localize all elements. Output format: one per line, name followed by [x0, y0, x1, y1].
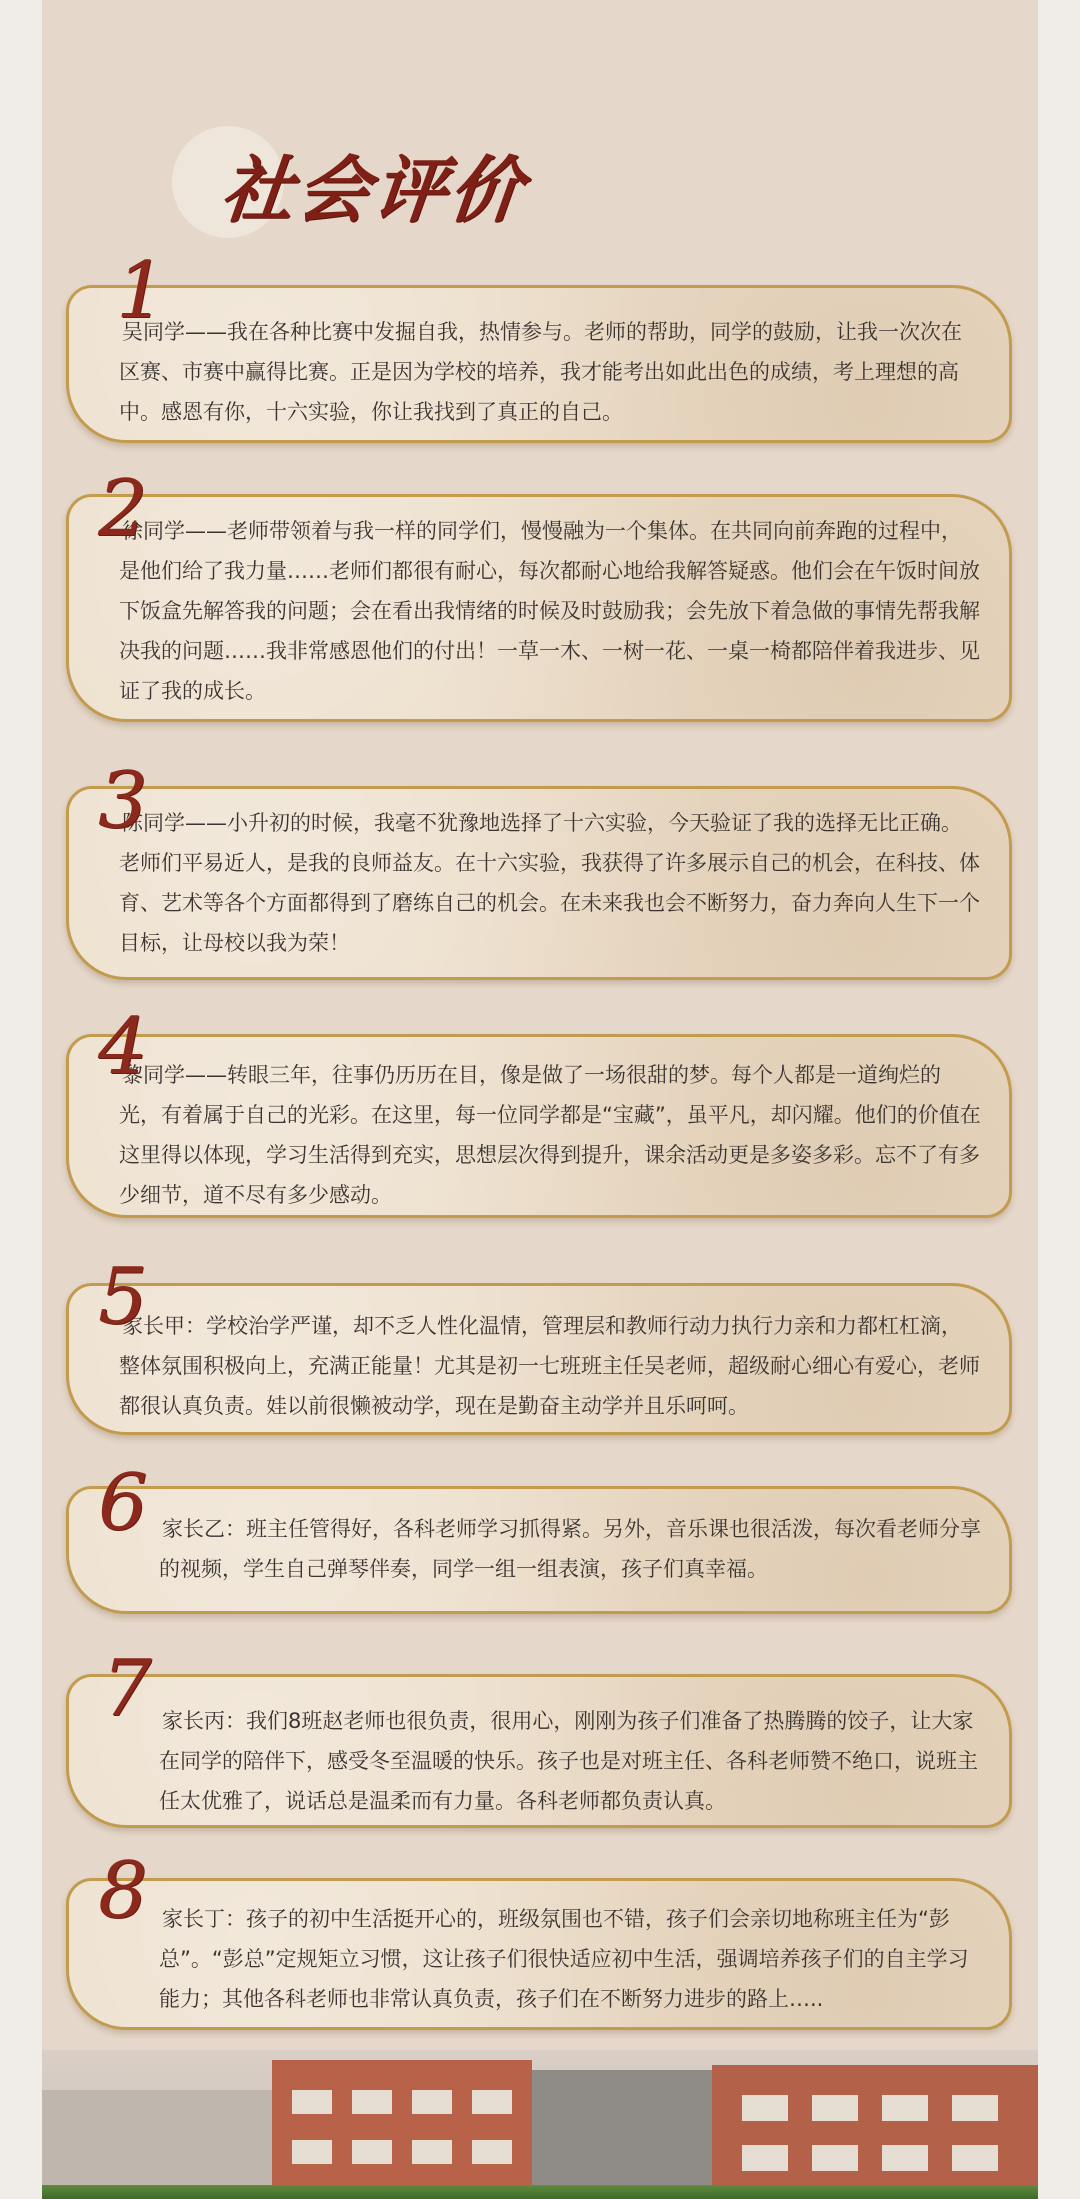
review-card: [66, 1674, 1012, 1828]
school-building-image: [42, 2050, 1038, 2199]
review-text: 家长丁：孩子的初中生活挺开心的，班级氛围也不错，孩子们会亲切地称班主任为“彭总”。“彭总”定规矩立习惯，这让孩子们很快适应初中生活，强调培养孩子们的自主学习能力；其他各科老师也非常认真负责，孩子们在不断努力进步的路上…..: [159, 1907, 969, 2011]
review-card: [66, 1486, 1012, 1614]
hedge: [42, 2185, 1038, 2199]
review-number: 4: [98, 1002, 148, 1092]
review-number: 5: [98, 1252, 148, 1342]
building-left: [42, 2090, 272, 2199]
building-middle: [272, 2060, 532, 2199]
review-text: 家长丙：我们8班赵老师也很负责，很用心，刚刚为孩子们准备了热腾腾的饺子，让大家在同学的陪伴下，感受冬至温暖的快乐。孩子也是对班主任、各科老师赞不绝口，说班主任太优雅了，说话总是温柔而有力量。各科老师都负责认真。: [159, 1709, 978, 1813]
review-number: 1: [116, 246, 166, 336]
review-card: [66, 285, 1012, 443]
review-card: [66, 786, 1012, 980]
review-text: 陈同学——小升初的时候，我毫不犹豫地选择了十六实验，今天验证了我的选择无比正确。老师们平易近人，是我的良师益友。在十六实验，我获得了许多展示自己的机会，在科技、体育、艺术等各个方面都得到了磨练自己的机会。在未来我也会不断努力，奋力奔向人生下一个目标，让母校以我为荣！: [119, 811, 980, 955]
review-card: [66, 1283, 1012, 1435]
school-gate: [532, 2070, 712, 2199]
review-number: 2: [98, 464, 148, 554]
building-right: [712, 2065, 1038, 2199]
review-text: 家长甲：学校治学严谨，却不乏人性化温情，管理层和教师行动力执行力亲和力都杠杠滴，整体氛围积极向上，充满正能量！尤其是初一七班班主任吴老师，超级耐心细心有爱心，老师都很认真负责。娃以前很懒被动学，现在是勤奋主动学并且乐呵呵。: [119, 1314, 980, 1418]
review-card: [66, 1878, 1012, 2030]
page-title: 社会评价: [216, 147, 530, 232]
review-text: 黎同学——转眼三年，往事仍历历在目，像是做了一场很甜的梦。每个人都是一道绚烂的光，有着属于自己的光彩。在这里，每一位同学都是“宝藏”，虽平凡，却闪耀。他们的价值在这里得以体现，学习生活得到充实，思想层次得到提升，课余活动更是多姿多彩。忘不了有多少细节，道不尽有多少感动。: [119, 1063, 981, 1207]
review-text: 徐同学——老师带领着与我一样的同学们，慢慢融为一个集体。在共同向前奔跑的过程中，是他们给了我力量……老师们都很有耐心，每次都耐心地给我解答疑惑。他们会在午饭时间放下饭盒先解答我的问题；会在看出我情绪的时候及时鼓励我；会先放下着急做的事情先帮我解决我的问题……我非常感恩他们的付出！一草一木、一树一花、一桌一椅都陪伴着我进步、见证了我的成长。: [119, 519, 980, 703]
review-text: 家长乙：班主任管得好，各科老师学习抓得紧。另外，音乐课也很活泼，每次看老师分享的视频，学生自己弹琴伴奏，同学一组一组表演，孩子们真幸福。: [159, 1517, 981, 1581]
review-number: 6: [98, 1458, 148, 1548]
review-card: [66, 1034, 1012, 1218]
review-number: 7: [102, 1644, 152, 1734]
review-number: 8: [98, 1846, 148, 1936]
review-number: 3: [98, 756, 148, 846]
review-card: [66, 494, 1012, 722]
section-header: [172, 118, 672, 238]
review-text: 吴同学——我在各种比赛中发掘自我，热情参与。老师的帮助，同学的鼓励，让我一次次在区赛、市赛中赢得比赛。正是因为学校的培养，我才能考出如此出色的成绩，考上理想的高中。感恩有你，十六实验，你让我找到了真正的自己。: [119, 320, 962, 424]
